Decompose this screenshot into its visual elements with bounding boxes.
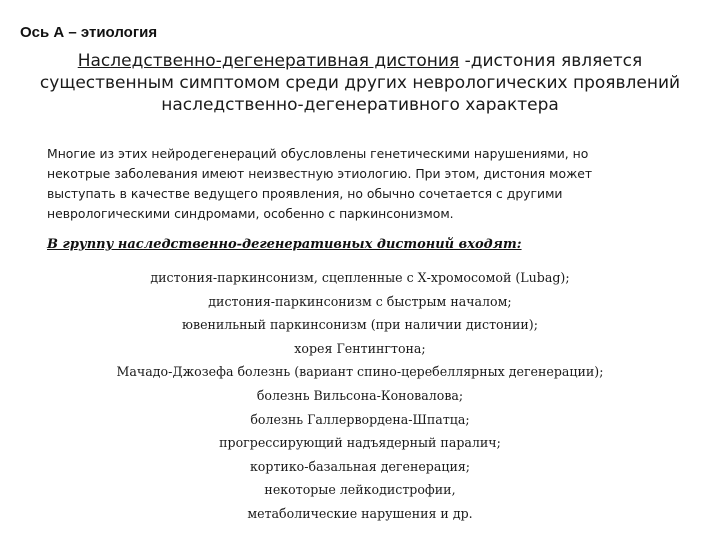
axis-title: Ось А – этиология: [20, 24, 158, 41]
list-item: дистония-паркинсонизм, сцепленные с Х-хромосомой (Lubag);: [150, 270, 570, 285]
list-item: болезнь Вильсона-Коновалова;: [256, 387, 464, 403]
list-item: хорея Гентингтона;: [294, 340, 426, 356]
paragraph-line: выступать в качестве ведущего проявления, но обычно сочетается с другими: [47, 186, 563, 201]
list-item: Мачадо-Джозефа болезнь (вариант спино-церебеллярных дегенерации);: [116, 364, 604, 380]
headline-definition: -дистония является: [459, 51, 643, 71]
headline-line-3: наследственно-дегенеративного характера: [161, 95, 559, 115]
headline: [30, 50, 690, 116]
etiology-paragraph: [47, 144, 687, 224]
list-item: метаболические нарушения и др.: [247, 505, 473, 521]
headline-line-1: [30, 50, 690, 72]
list-item: ювенильный паркинсонизм (при наличии дистонии);: [182, 317, 538, 333]
list-item: болезнь Галлервордена-Шпатца;: [250, 411, 470, 427]
list-item: дистония-паркинсонизм с быстрым началом;: [208, 293, 512, 309]
headline-term: Наследственно-дегенеративная дистония: [77, 51, 460, 71]
group-heading: В группу наследственно-дегенеративных дистоний входят:: [47, 237, 522, 252]
list-item: кортико-базальная дегенерация;: [249, 458, 471, 474]
paragraph-line: неврологическими синдромами, особенно с паркинсонизмом.: [47, 206, 454, 221]
list-item: некоторые лейкодистрофии,: [264, 482, 456, 498]
paragraph-line: Многие из этих нейродегенераций обусловлены генетическими нарушениями, но: [47, 146, 589, 161]
disease-list: [40, 266, 680, 526]
headline-line-2: существенным симптомом среди других неврологических проявлений: [39, 73, 681, 93]
list-item: прогрессирующий надъядерный паралич;: [219, 435, 501, 451]
paragraph-line: некотрые заболевания имеют неизвестную этиологию. При этом, дистония может: [47, 166, 593, 181]
